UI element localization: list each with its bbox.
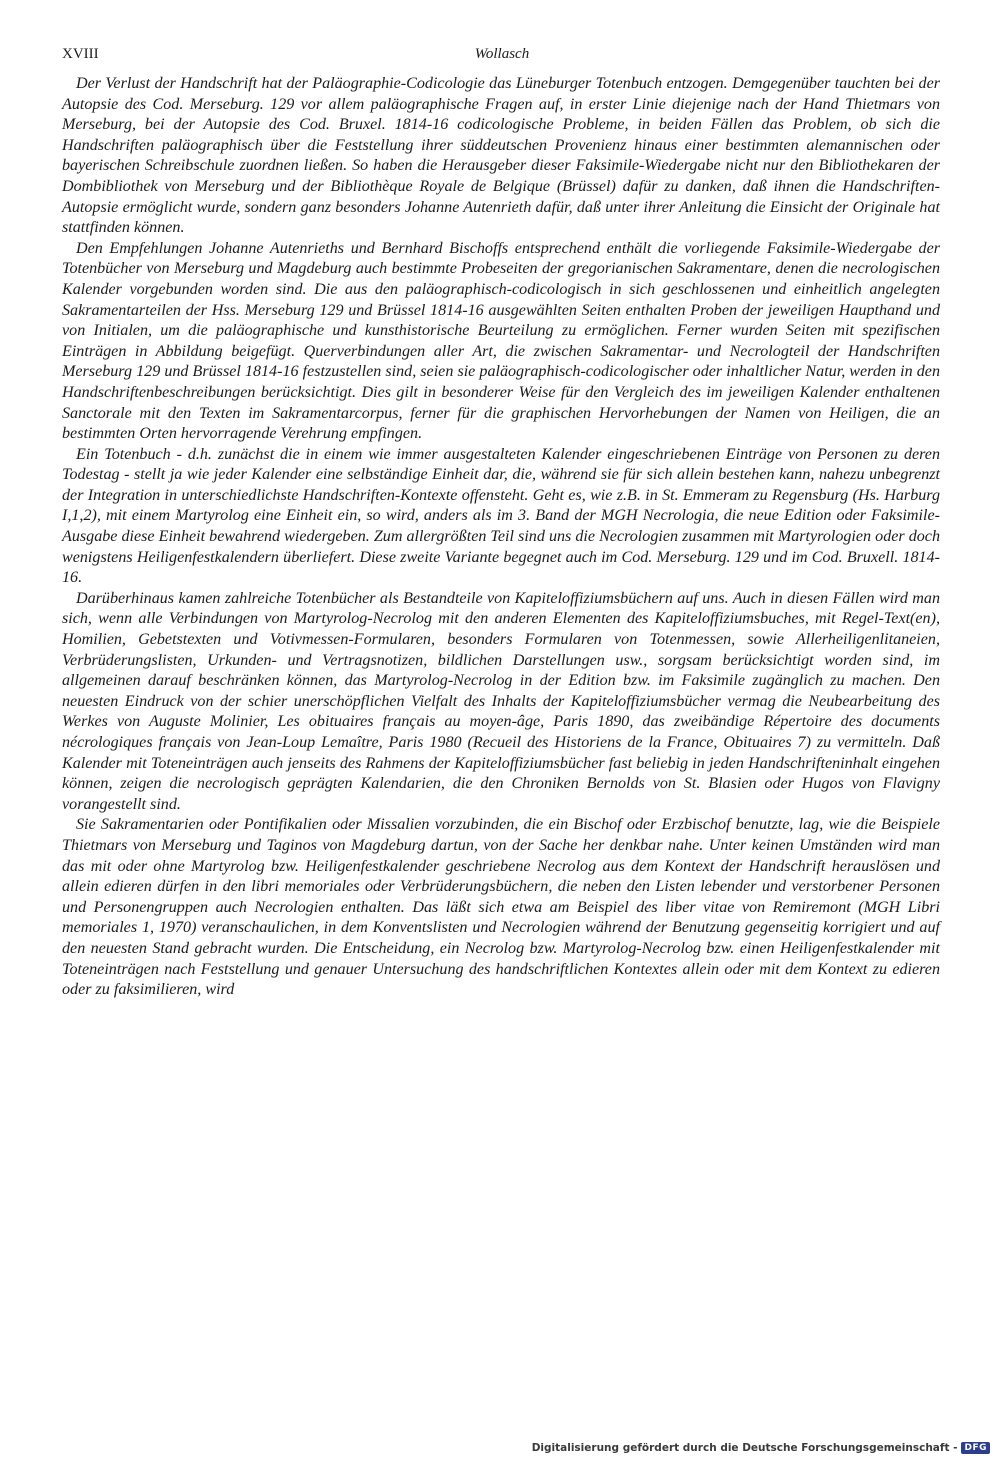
paragraph-3: Ein Totenbuch - d.h. zunächst die in einem wie immer ausgestalteten Kalender eingeschriebenen Einträge von Personen zu deren Todestag - stellt ja wie jeder Kalender eine selbständige Einheit dar, die, während sie für sich allein bestehen kann, nahezu unbegrenzt der Integration in unterschiedlichste Handschriften-Kontexte offensteht. Geht es, wie z.B. in St. Emmeram zu Regensburg (Hs. Harburg I,1,2), mit einem Martyrolog eine Einheit ein, so wird, anders als im 3. Band der MGH Necrologia, die neue Edition oder Faksimile-Ausgabe diese Einheit bewahrend wiedergeben. Zum allergrößten Teil sind uns die Necrologien zusammen mit Martyrologien oder doch wenigstens Heiligenfestkalendern überliefert. Diese zweite Variante begegnet auch im Cod. Merseburg. 129 und im Cod. Bruxell. 1814-16. (62, 445, 940, 587)
body-text (62, 74, 940, 1001)
footer (532, 1440, 990, 1456)
page-number: XVIII (62, 46, 99, 62)
paragraph-4: Darüberhinaus kamen zahlreiche Totenbücher als Bestandteile von Kapiteloffiziumsbüchern auf uns. Auch in diesen Fällen wird man sich, wenn alle Verbindungen von Martyrolog-Necrolog mit den anderen Elementen des Kapiteloffiziumsbuches, mit Regel-Text(en), Homilien, Gebetstexten und Votivmessen-Formularen, besonders Formularen von Totenmessen, sowie Allerheiligenlitaneien, Verbrüderungslisten, Urkunden- und Vertragsnotizen, bildlichen Darstellungen usw., sorgsam berücksichtigt worden sind, im allgemeinen darauf beschränken können, das Martyrolog-Necrolog in der Edition bzw. im Faksimile zugänglich zu machen. Den neuesten Eindruck von der schier unerschöpflichen Vielfalt des Inhalts der Kapiteloffiziumsbücher vermag die Neubearbeitung des Werkes von Auguste Molinier, Les obituaires français au moyen-âge, Paris 1890, das zweibändige Répertoire des documents nécrologiques français von Jean-Loup Lemaître, Paris 1980 (Recueil des Historiens de la France, Obituaires 7) zu vermitteln. Daß Kalender mit Toteneinträgen auch jenseits des Rahmens der Kapiteloffiziumsbücher fast beliebig in jeden Handschrifteninhalt eingehen können, zeigen die necrologisch geprägten Kalendarien, die den Chroniken Bernolds von St. Blasien oder Hugos von Flavigny vorangestellt sind. (62, 589, 940, 813)
page-header (62, 46, 942, 68)
running-title: Wollasch (474, 46, 530, 62)
paragraph-1: Der Verlust der Handschrift hat der Paläographie-Codicologie das Lüneburger Totenbuch entzogen. Demgegenüber tauchten bei der Autopsie des Cod. Merseburg. 129 vor allem paläographische Fragen auf, in erster Linie diejenige nach der Hand Thietmars von Merseburg, bei der Autopsie des Cod. Bruxel. 1814-16 codicologische Probleme, in beiden Fällen das Problem, ob sich die Handschriften paläographisch über die Feststellung ihrer süddeutschen Provenienz hinaus einer bestimmten alemannischen oder bayerischen Schreibschule zuordnen ließen. So haben die Herausgeber dieser Faksimile-Wiedergabe nicht nur den Bibliothekaren der Dombibliothek von Merseburg und der Bibliothèque Royale de Belgique (Brüssel) dafür zu danken, daß ihnen die Handschriften-Autopsie ermöglicht wurde, sondern ganz besonders Johanne Autenrieth dafür, daß unter ihrer Anleitung die Einsicht der Originale hat stattfinden können. (62, 75, 940, 237)
dfg-logo: DFG (961, 1442, 990, 1454)
footer-text: Digitalisierung gefördert durch die Deutsche Forschungsgemeinschaft - (531, 1442, 958, 1454)
paragraph-2: Den Empfehlungen Johanne Autenrieths und Bernhard Bischoffs entsprechend enthält die vorliegende Faksimile-Wiedergabe der Totenbücher von Merseburg und Magdeburg auch bestimmte Probeseiten der gregorianischen Sakramentare, denen die necrologischen Kalender vorgebunden worden sind. Die aus den paläographisch-codicologisch in sich geschlossenen und einheitlich angelegten Sakramentarteilen der Hss. Merseburg 129 und Brüssel 1814-16 ausgewählten Seiten enthalten Proben der jeweiligen Haupthand und von Initialen, um die paläographische und kunsthistorische Beurteilung zu ermöglichen. Ferner wurden Seiten mit spezifischen Einträgen in Abbildung beigefügt. Querverbindungen aller Art, die zwischen Sakramentar- und Necrologteil der Handschriften Merseburg 129 und Brüssel 1814-16 festzustellen sind, seien sie paläographisch-codicologischer oder inhaltlicher Natur, werden in den Handschriftenbeschreibungen berücksichtigt. Dies gilt in besonderer Weise für den Vergleich des im jeweiligen Kalender enthaltenen Sanctorale mit den Texten im Sakramentarcorpus, ferner für die graphischen Hervorhebungen der Namen von Heiligen, die an bestimmten Orten hervorragende Verehrung empfingen. (62, 239, 940, 443)
paragraph-5: Sie Sakramentarien oder Pontifikalien oder Missalien vorzubinden, die ein Bischof oder Erzbischof benutzte, lag, wie die Beispiele Thietmars von Merseburg und Taginos von Magdeburg dartun, von der Sache her denkbar nahe. Unter keinen Umständen wird man das mit oder ohne Martyrolog bzw. Heiligenfestkalender geschriebene Necrolog aus dem Kontext der Handschrift herauslösen und allein edieren dürfen in den libri memoriales oder Verbrüderungsbüchern, die neben den Listen lebender und verstorbener Personen und Personengruppen auch Necrologien enthalten. Das läßt sich etwa am Beispiel des liber vitae von Remiremont (MGH Libri memoriales 1, 1970) veranschaulichen, in dem Konventslisten und Necrologien während der Benutzung gegenseitig korrigiert und auf den neuesten Stand gebracht wurden. Die Entscheidung, ein Necrolog bzw. Martyrolog-Necrolog bzw. einen Heiligenfestkalender mit Toteneinträgen nach Feststellung und genauer Untersuchung des handschriftlichen Kontextes allein oder mit dem Kontext zu edieren oder zu faksimilieren, wird (62, 816, 940, 999)
